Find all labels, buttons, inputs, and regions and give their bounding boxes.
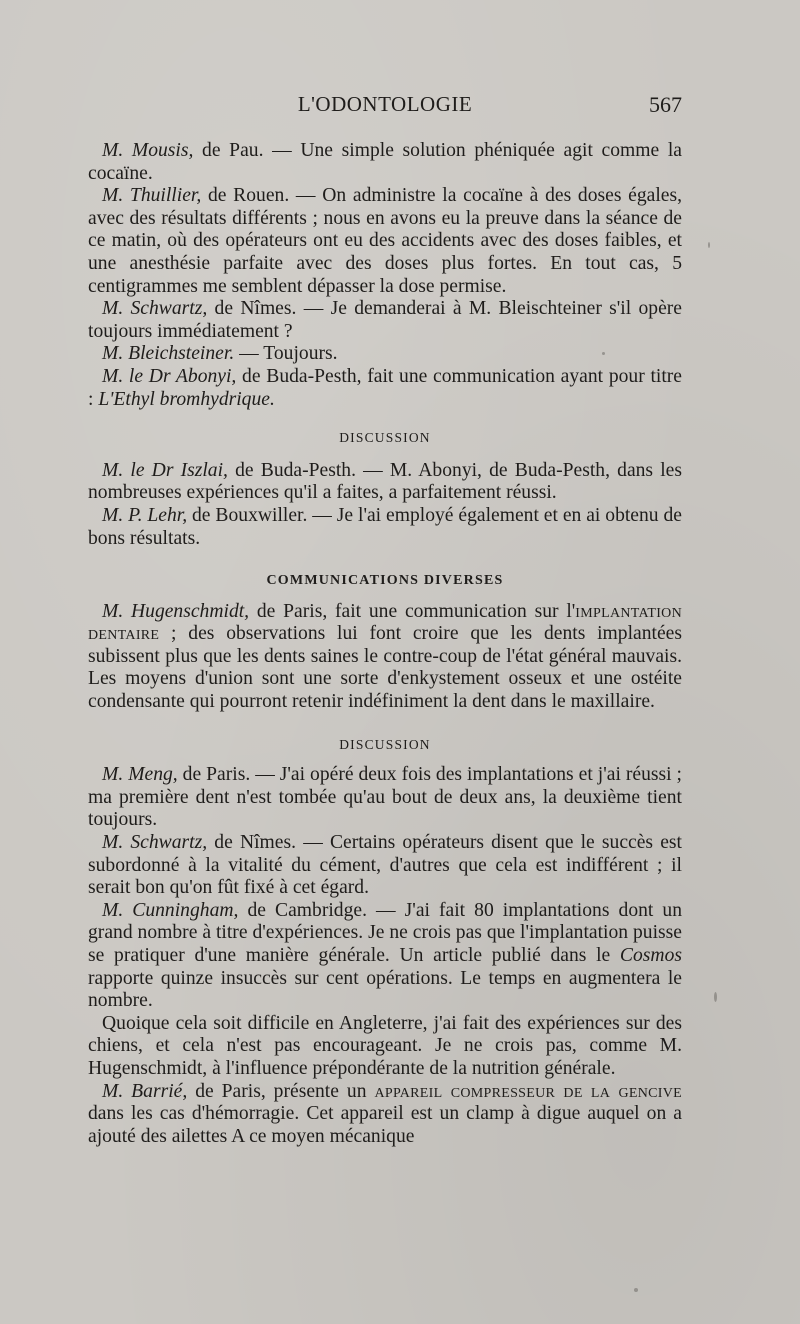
speaker-name: M. Mousis, xyxy=(102,140,194,161)
paragraph-iszlai xyxy=(88,460,682,505)
communication-title: L'Ethyl bromhydrique. xyxy=(98,388,275,410)
paragraph-cunningham xyxy=(88,900,682,1013)
paper-speck xyxy=(602,352,605,355)
speaker-name: M. Meng, xyxy=(102,764,178,786)
paper-speck xyxy=(634,1288,638,1292)
speaker-name: M. Thuillier, xyxy=(102,185,202,207)
smallcaps-term: appareil compresseur de la gencive xyxy=(374,1080,682,1102)
body-text xyxy=(88,140,682,1148)
paragraph-text: de Paris, fait une communication sur l' xyxy=(249,600,576,622)
paragraph-text: dans les cas d'hémorragie. Cet appareil est un clamp à digue auquel on a ajouté des ailettes A ce moyen mécanique xyxy=(88,1103,682,1147)
speaker-name: M. Cunningham, xyxy=(102,899,239,921)
section-heading-discussion-2: DISCUSSION xyxy=(339,736,431,752)
speaker-name: M. Hugenschmidt, xyxy=(102,600,250,622)
speaker-name: M. Schwartz, xyxy=(102,298,208,320)
paragraph-abonyi xyxy=(88,366,682,411)
smallcaps-term: implantation dentaire xyxy=(88,600,682,645)
paragraph-text: de Nîmes. — Certains opérateurs disent que le succès est subordonné à la vitalité du cément, d'autres que cela est indifférent ; il serait bon qu'on fût fixé à cet égard. xyxy=(88,832,682,899)
speaker-name: M. Barrié, xyxy=(102,1080,188,1102)
paragraph-text: de Buda-Pesth. — M. Abonyi, de Buda-Pesth, dans les nombreuses expériences qu'il a faites, a parfaitement réussi. xyxy=(88,459,682,504)
speaker-name: M. le Dr Abonyi, xyxy=(102,365,237,387)
journal-title: Cosmos xyxy=(619,945,682,966)
paper-speck xyxy=(714,992,717,1002)
section-heading-discussion: DISCUSSION xyxy=(339,430,431,446)
paragraph-text: de Bouxwiller. — Je l'ai employé également et en ai obtenu de bons résultats. xyxy=(88,504,682,549)
page-header xyxy=(88,92,682,122)
paragraph-schwartz-1 xyxy=(88,298,682,343)
speaker-name: M. Bleichsteiner. xyxy=(102,343,235,365)
paper-speck xyxy=(708,242,710,248)
speaker-name: M. P. Lehr, xyxy=(102,504,188,526)
paragraph-text: de Cambridge. — J'ai fait 80 implantations dont un grand nombre à titre d'expériences. Je ne crois pas que l'implantation puisse se pratiquer d'une manière générale. Un article publié dans le xyxy=(88,899,682,966)
running-title: L'ODONTOLOGIE xyxy=(297,92,473,116)
paragraph-bleichsteiner xyxy=(88,343,682,366)
speaker-name: M. Schwartz, xyxy=(102,832,208,854)
section-heading-communications: COMMUNICATIONS DIVERSES xyxy=(266,573,504,589)
paragraph-barrie xyxy=(88,1081,682,1149)
paragraph-hugenschmidt xyxy=(88,601,682,714)
paragraph-lehr xyxy=(88,505,682,550)
paragraph-mousis xyxy=(88,140,682,185)
page-number: 567 xyxy=(649,92,682,117)
paragraph-cunningham-continued xyxy=(88,1013,682,1081)
paragraph-text: de Pau. — Une simple solution phéniquée agit comme la cocaïne. xyxy=(88,140,682,184)
paragraph-text: de Paris, présente un xyxy=(187,1080,375,1102)
speaker-name: M. le Dr Iszlai, xyxy=(102,459,228,481)
paragraph-text: ; des observations lui font croire que les dents implantées subissent plus que les dents saines le contre-coup de l'état général mauvais. Les moyens d'union sont une sorte d'enkystement osseux et une ostéite condensante qui pourront retenir indéfiniment la dent dans le maxillaire. xyxy=(88,623,682,713)
paragraph-schwartz-2 xyxy=(88,832,682,900)
paragraph-text: de Rouen. — On administre la cocaïne à des doses égales, avec des résultats différents ; nous en avons eu la preuve dans la séance de ce matin, où des opérateurs ont eu des accidents avec des doses faibles, et une anesthésie parfaite avec des doses plus fortes. En tout cas, 5 centigrammes me semblent dépasser la dose permise. xyxy=(88,185,682,297)
paragraph-meng xyxy=(88,764,682,832)
paragraph-text: de Buda-Pesth, fait une communication ayant pour titre : xyxy=(88,365,682,410)
paragraph-thuillier xyxy=(88,185,682,298)
paragraph-text: Quoique cela soit difficile en Angleterre, j'ai fait des expériences sur des chiens, et cela n'est pas encourageant. Je ne crois pas, comme M. Hugenschmidt, à l'influence prépondérante de la nutrition générale. xyxy=(88,1012,682,1079)
paragraph-text: de Paris. — J'ai opéré deux fois des implantations et j'ai réussi ; ma première dent n'est tombée qu'au bout de deux ans, la deuxième tient toujours. xyxy=(88,764,682,831)
paragraph-text: de Nîmes. — Je demanderai à M. Bleischteiner s'il opère toujours immédiatement ? xyxy=(88,298,682,342)
paragraph-text: rapporte quinze insuccès sur cent opérations. Le temps en augmentera le nombre. xyxy=(88,967,682,1012)
paragraph-text: — Toujours. xyxy=(234,343,338,365)
